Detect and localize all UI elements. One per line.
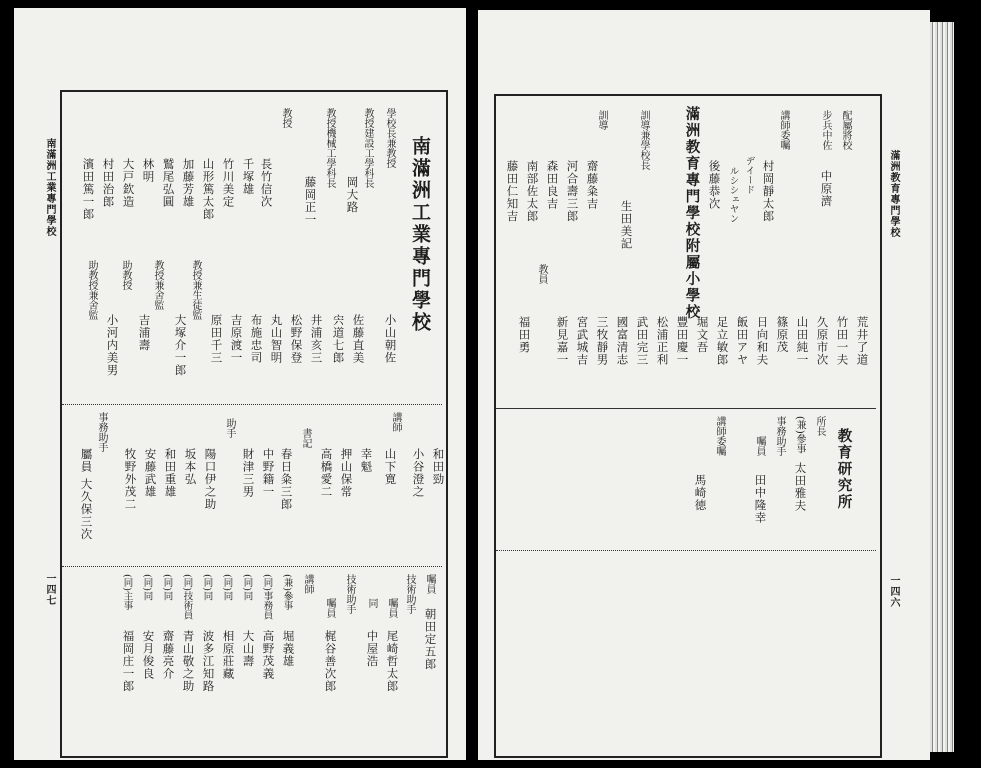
name: 新見嘉一 bbox=[555, 316, 570, 366]
page-edge-stack bbox=[930, 22, 954, 752]
name: 坂本弘 bbox=[183, 448, 198, 486]
name: 松浦正利 bbox=[655, 316, 670, 366]
name: 河合壽三郎 bbox=[565, 160, 580, 223]
name: 堀義雄 bbox=[281, 630, 296, 668]
left-page bbox=[14, 8, 466, 760]
name: 村岡靜太郎 bbox=[761, 160, 776, 223]
label: 講師委囑 bbox=[714, 416, 725, 456]
name: 藤田仁知吉 bbox=[505, 160, 520, 223]
label: 教授 bbox=[280, 108, 291, 128]
label: (同)主事 bbox=[121, 574, 133, 610]
label: 技術助手 bbox=[344, 574, 355, 614]
name: 青山敬之助 bbox=[181, 630, 196, 693]
label: 講師委囑 bbox=[778, 110, 789, 150]
name: 大山壽 bbox=[241, 630, 256, 668]
name: 國富清志 bbox=[615, 316, 630, 366]
name: 山下寛 bbox=[383, 448, 398, 486]
name: 三牧靜男 bbox=[595, 316, 610, 366]
name: 藤岡正一 bbox=[303, 176, 318, 226]
label: 教授兼舍監 bbox=[152, 260, 163, 310]
name: 後藤恭次 bbox=[707, 160, 722, 210]
label: 訓導兼學校長 bbox=[638, 110, 649, 170]
name: 宮武城吉 bbox=[575, 316, 590, 366]
label: デイード bbox=[743, 156, 755, 194]
name: 篠原茂 bbox=[775, 316, 790, 354]
name: 中原濟 bbox=[819, 170, 834, 208]
label: 教員 bbox=[536, 264, 547, 284]
name: 武田完三 bbox=[635, 316, 650, 366]
section-divider bbox=[496, 550, 876, 551]
label: 教授機械工學科長 bbox=[324, 108, 335, 188]
label: (同)事務員 bbox=[261, 574, 273, 620]
name: 千塚雄 bbox=[241, 158, 256, 196]
name: 押山保常 bbox=[339, 448, 354, 498]
name: 森田良吉 bbox=[545, 160, 560, 210]
name: 加藤芳雄 bbox=[181, 158, 196, 208]
name: 小河内美男 bbox=[105, 314, 120, 377]
name: 竹田一夫 bbox=[835, 316, 850, 366]
name: 松野保登 bbox=[289, 314, 304, 364]
name: 吉浦壽 bbox=[137, 314, 152, 352]
name: 馬崎徳 bbox=[693, 474, 708, 512]
label: 囑員 bbox=[754, 436, 765, 456]
name: 太田雅夫 bbox=[793, 462, 808, 512]
name: 大塚介一郎 bbox=[173, 314, 188, 377]
name: 大戸欽造 bbox=[121, 158, 136, 208]
name: 日向和夫 bbox=[755, 316, 770, 366]
name: 荒井了道 bbox=[855, 316, 870, 366]
name: 春日粂三郎 bbox=[279, 448, 294, 511]
name: 幸魁 bbox=[359, 448, 374, 473]
name: 吉原渡一 bbox=[229, 314, 244, 364]
name: 宍道七郎 bbox=[331, 314, 346, 364]
name: 井浦亥三 bbox=[309, 314, 324, 364]
label: (同)同 bbox=[201, 574, 213, 601]
name: 小谷澄之 bbox=[411, 448, 426, 498]
name: 南部佐太郎 bbox=[525, 160, 540, 223]
label: 囑員 bbox=[386, 598, 397, 618]
name: 齋藤粂吉 bbox=[585, 160, 600, 210]
name: 梶谷善次郎 bbox=[323, 630, 338, 693]
name: 朝田定五郎 bbox=[423, 608, 438, 671]
name: 財津三男 bbox=[241, 448, 256, 498]
name: 山田純一 bbox=[795, 316, 810, 366]
label: 助教授 bbox=[120, 260, 131, 290]
label: 囑員 bbox=[424, 574, 435, 594]
label: (同)同 bbox=[161, 574, 173, 601]
name: 高橋愛二 bbox=[319, 448, 334, 498]
label: (兼)參事 bbox=[794, 416, 805, 454]
name: 小山朝佐 bbox=[383, 314, 398, 364]
section-divider bbox=[62, 566, 442, 567]
institute-title: 教育研究所 bbox=[835, 428, 853, 511]
section-divider bbox=[62, 404, 442, 405]
school-title: 滿洲教育專門學校附屬小學校 bbox=[683, 106, 701, 321]
name: 山形篤太郎 bbox=[201, 158, 216, 221]
name: 飯田アヤ bbox=[735, 316, 750, 366]
label: 訓導 bbox=[596, 110, 607, 130]
name: 足立敏郎 bbox=[715, 316, 730, 366]
label: 助教授兼舍監 bbox=[86, 260, 97, 320]
name: 福岡庄一郎 bbox=[121, 630, 136, 693]
name: 豐田慶一 bbox=[675, 316, 690, 366]
right-running-head: 滿洲教育專門學校 bbox=[888, 150, 899, 238]
label: 助手 bbox=[224, 418, 235, 438]
name: 田中隆幸 bbox=[753, 474, 768, 524]
name: 村田治郎 bbox=[101, 158, 116, 208]
name: 和田重雄 bbox=[163, 448, 178, 498]
name: 原田千三 bbox=[209, 314, 224, 364]
label: 囑員 bbox=[324, 598, 335, 618]
right-page bbox=[478, 10, 930, 760]
label: 事務助手 bbox=[774, 416, 785, 456]
label: 講師 bbox=[390, 412, 401, 432]
label: 講師 bbox=[302, 574, 313, 594]
name: 和田勁 bbox=[431, 448, 446, 486]
name: 長竹信次 bbox=[259, 158, 274, 208]
name: 波多江知路 bbox=[201, 630, 216, 693]
name: 牧野外茂二 bbox=[123, 448, 138, 511]
label: (同)技術員 bbox=[181, 574, 193, 620]
name: 安藤武雄 bbox=[143, 448, 158, 498]
name: 佐藤直美 bbox=[351, 314, 366, 364]
name: 岡大路 bbox=[345, 176, 360, 214]
name: 堀文吾 bbox=[695, 316, 710, 354]
section-divider bbox=[496, 408, 876, 409]
name: 陽口伊之助 bbox=[203, 448, 218, 511]
label: (同)同 bbox=[221, 574, 233, 601]
name: 中屋浩 bbox=[365, 630, 380, 668]
label: 書記 bbox=[300, 428, 311, 448]
left-page-number: 一四七 bbox=[44, 573, 55, 606]
name: 尾崎哲太郎 bbox=[385, 630, 400, 693]
name: 相原莊藏 bbox=[221, 630, 236, 680]
label: (同)同 bbox=[241, 574, 253, 601]
right-page-number: 一四六 bbox=[888, 575, 899, 608]
name: 林明 bbox=[141, 158, 156, 183]
name: 齋藤亮介 bbox=[161, 630, 176, 680]
label: 技術助手 bbox=[404, 574, 415, 614]
name: 安月俊良 bbox=[141, 630, 156, 680]
name: 布施忠司 bbox=[249, 314, 264, 364]
name: 鷲尾弘圓 bbox=[161, 158, 176, 208]
label: (同)同 bbox=[141, 574, 153, 601]
label: 步兵中佐 bbox=[820, 110, 831, 150]
name: 中野籍一 bbox=[261, 448, 276, 498]
name: 丸山智明 bbox=[269, 314, 284, 364]
name: 屬員 大久保三次 bbox=[79, 448, 94, 541]
label: (兼)參事 bbox=[281, 574, 293, 610]
label: 學校長兼教授 bbox=[384, 108, 395, 168]
label: 所長 bbox=[814, 416, 825, 436]
label: 配屬將校 bbox=[840, 110, 851, 150]
left-running-head: 南滿洲工業專門學校 bbox=[44, 138, 55, 237]
name: 濱田篤一郎 bbox=[81, 158, 96, 221]
name: 福田勇 bbox=[517, 316, 532, 354]
label: 事務助手 bbox=[96, 412, 107, 452]
label: 教授兼生徒監 bbox=[190, 260, 201, 320]
name: ルシシェヤン bbox=[727, 166, 739, 223]
name: 高野茂義 bbox=[261, 630, 276, 680]
label: 同 bbox=[366, 598, 377, 608]
left-title: 南滿洲工業專門學校 bbox=[409, 136, 431, 334]
name: 生田美記 bbox=[619, 200, 634, 250]
name: 竹川美定 bbox=[221, 158, 236, 208]
label: 教授建設工學科長 bbox=[362, 108, 373, 188]
name: 久原市次 bbox=[815, 316, 830, 366]
